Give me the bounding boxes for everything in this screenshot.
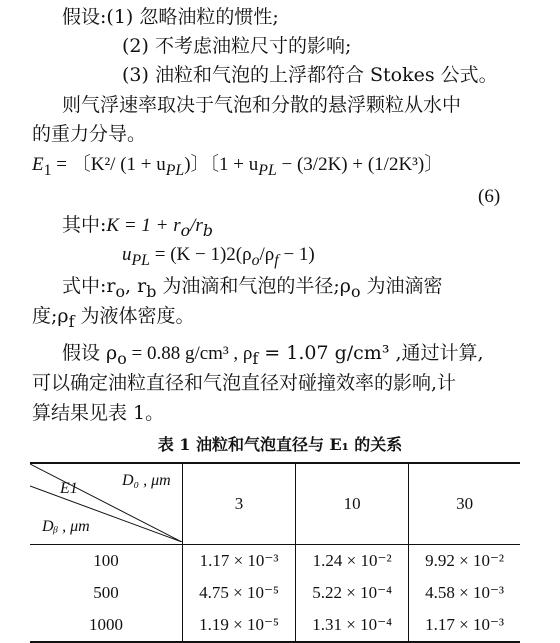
table-caption: 表 1 油粒和气泡直径与 E₁ 的关系 (157, 435, 403, 454)
corner-do-label: D₀ , μm (122, 472, 171, 489)
table-cell: 4.58 × 10⁻³ (409, 577, 520, 609)
table-corner-cell (30, 463, 183, 545)
para2-line2: 可以确定油粒直径和气泡直径对碰撞效率的影响,计 (32, 372, 457, 394)
where-k: 其中:K = $1 + r_o/r_b$ (62, 214, 213, 240)
table-cell: 1.17 × 10⁻³ (183, 545, 296, 578)
symbols-line1: 式中$:r_o$, $r_b$ 为油滴和气泡的半径$;\rho_o$ 为油滴密 (62, 275, 443, 301)
table-cell: 4.75 × 10⁻⁵ (183, 577, 296, 609)
col-header: 10 (296, 463, 409, 545)
table-row (30, 577, 520, 609)
table-row (30, 545, 520, 578)
row-db: 1000 (30, 609, 183, 642)
table-row (30, 609, 520, 642)
assumption-3: (3) 油粒和气泡的上浮都符合 Stokes 公式。 (122, 64, 498, 86)
assumption-1: (1) 忽略油粒的惯性; (106, 6, 279, 28)
where-u: $u_{PL} = (K - 1)2(\rho_o/\rho_f - 1)$ (122, 244, 315, 269)
row-db: 100 (93, 551, 119, 570)
para2-line1: 假设 $\rho_o = 0.88$ g/cm³ , $\rho_f = 1.07$ g/cm³ ,通过计算, (62, 342, 484, 368)
table-cell: 1.31 × 10⁻⁴ (296, 609, 409, 642)
assumption-lead: 假设:(1) 忽略油粒的惯性; (62, 6, 279, 28)
equation-6: $E_1$ = 〔K²/ $(1 + u_{PL})$〕〔$1 + u_{PL} - (3/2K) + (1/2K^3)$〕 (32, 154, 444, 179)
corner-db-label: Dᵦ , μm (42, 518, 90, 535)
table-cell: 9.92 × 10⁻² (409, 545, 520, 578)
col-header: 30 (409, 463, 520, 545)
para2-line3: 算结果见表 1。 (32, 402, 165, 424)
table-cell: 5.22 × 10⁻⁴ (296, 577, 409, 609)
table-cell: 1.24 × 10⁻² (296, 545, 409, 578)
corner-e1-label: E1 (60, 480, 78, 497)
row-db: 500 (93, 583, 119, 602)
para1-line2: 的重力分导。 (32, 123, 147, 145)
symbols-line2: 度$;\rho_f$ 为液体密度。 (32, 305, 195, 331)
equation-number: (6) (478, 186, 501, 207)
para1-line1: 则气浮速率取决于气泡和分散的悬浮颗粒从水中 (62, 94, 462, 116)
results-table (30, 462, 520, 643)
assumption-2: (2) 不考虑油粒尺寸的影响; (122, 35, 352, 57)
table-cell: 1.19 × 10⁻⁵ (183, 609, 296, 642)
table-cell: 1.17 × 10⁻³ (409, 609, 520, 642)
col-header: 3 (183, 463, 296, 545)
